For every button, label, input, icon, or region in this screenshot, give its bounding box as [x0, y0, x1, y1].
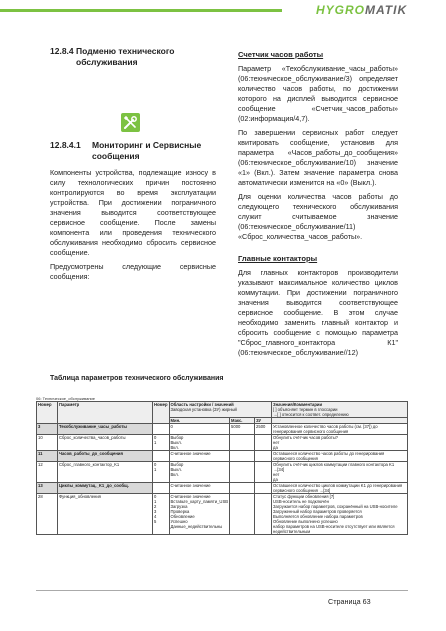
- cell-min: Считанное значение: [169, 451, 230, 462]
- cell-min: Считанное значение Вставьте_карту_памяти_USB Загрузка Проверка Обновление Успешно Данные_недействительны: [169, 494, 230, 535]
- cell-comment: Статус функции обновления [7] USB-носитель не подключён Загружается набор параметров, сохранённый на USB-носителе Загруженный набор параметров проверяется Выполняется обновление набора параметров Обновление выполнено успешно набор параметров на USB-носителе отсутствует или является недействительным: [272, 494, 408, 535]
- table-row: [37, 483, 408, 494]
- logo-part-2: MATIK: [365, 3, 408, 17]
- right-paragraph-2: По завершении сервисных работ следует квитировать сообщение, установив для параметра «Часов_работы_до_сообщения» (06:техническое_обслуживание/10) значение «1» (Вкл.). Затем значение параметра снова автоматически изменится на «0» (Выкл.).: [238, 128, 398, 187]
- col-header-min: Мин.: [169, 418, 230, 424]
- cell-parameter: Часов_работы_до_сообщения: [58, 451, 153, 462]
- cell-max: [230, 494, 255, 535]
- cell-comment: Оставшееся количество часов работы до генерирования сервисного сообщения: [272, 451, 408, 462]
- right-heading-1: Счетчик часов работы: [238, 50, 324, 59]
- right-body: [238, 50, 398, 362]
- cell-parameter: Сброс_количества_часов_работы: [58, 435, 153, 451]
- table-title: 06: Техническое_обслуживание: [36, 396, 95, 401]
- table-row: [37, 451, 408, 462]
- cell-max: 5000: [230, 424, 255, 435]
- comment-note-2: →[ ] относится к соответ. определению: [273, 412, 349, 417]
- cell-zu: [255, 494, 272, 535]
- cell-min: Выбор Выкл. Вкл.: [169, 435, 230, 451]
- right-paragraph-4: Для главных контакторов производители указывают максимальное количество циклов коммутации. При достижении пограничного значения выводится соответствующее сервисное сообщение. В этом случае необходимо заменить главный контактор и сбросить сообщение с помощью параметра "Сброс_главного_контактора К1" (06:техническое_обслуживание//12): [238, 268, 398, 357]
- cell-comment: Установленное количество часов работы (см. [37]) до генерирования сервисного сообщения: [272, 424, 408, 435]
- subsection-number: 12.8.4.1: [50, 140, 81, 150]
- page-number: Страница 63: [328, 597, 371, 606]
- cell-parameter: Функция_обновления: [58, 494, 153, 535]
- cell-option-number: [153, 424, 170, 435]
- cell-min: Выбор Выкл. Вкл.: [169, 462, 230, 483]
- range-subtitle: Заводская установка (ЗУ) жирный: [170, 407, 237, 412]
- col-header-parameter: Параметр: [58, 402, 153, 424]
- col-header-number: Номер: [37, 402, 58, 424]
- cell-comment: Оставшееся количество циклов коммутации K1 до генерирования сервисного сообщения →[34]: [272, 483, 408, 494]
- header-stripe: [0, 9, 282, 12]
- table-row: [37, 462, 408, 483]
- left-body: [50, 168, 216, 286]
- parameter-table-wrap: [36, 396, 408, 535]
- cell-option-number: 0 1: [153, 462, 170, 483]
- footer-line: [36, 590, 408, 591]
- brand-logo: [316, 3, 407, 17]
- cell-number: 3: [37, 424, 58, 435]
- cell-number: 12: [37, 462, 58, 483]
- cell-min: Считанное значение: [169, 483, 230, 494]
- cell-option-number: 0 1 2 3 4 5: [153, 494, 170, 535]
- subsection-heading: [50, 140, 220, 162]
- col-header-comment: [272, 402, 408, 418]
- cell-option-number: [153, 483, 170, 494]
- cell-min: 0: [169, 424, 230, 435]
- logo-part-1: HYGRO: [316, 3, 366, 17]
- wrench-screwdriver-icon: [121, 113, 140, 132]
- cell-zu: [255, 462, 272, 483]
- cell-option-number: [153, 451, 170, 462]
- section-heading: [50, 46, 210, 68]
- parameter-table: [36, 401, 408, 535]
- table-caption: Таблица параметров технического обслуживания: [50, 375, 224, 382]
- cell-zu: [255, 451, 272, 462]
- cell-max: [230, 451, 255, 462]
- subsection-title: Мониторинг и Сервисные сообщения: [92, 140, 202, 161]
- cell-number: 28: [37, 494, 58, 535]
- left-paragraph-2: Предусмотрены следующие сервисные сообщения:: [50, 262, 216, 281]
- cell-parameter: Сброс_главного_контактор_K1: [58, 462, 153, 483]
- left-paragraph-1: Компоненты устройства, подлежащие износу в силу технологических причин постоянно контролируются во время эксплуатации устройства. При достижении пограничного значения выводится соответствующее сервисное сообщение. После замены компонента или проведения технического обслуживания необходимо сбросить сервисное сообщение.: [50, 168, 216, 257]
- cell-parameter: Циклы_коммутац._K1_до_сообщ.: [58, 483, 153, 494]
- col-header-number-2: Номер: [153, 402, 170, 424]
- comment-title: Значения/Комментарии: [273, 402, 323, 407]
- cell-number: 13: [37, 483, 58, 494]
- cell-max: [230, 435, 255, 451]
- right-paragraph-1: Параметр «Техобслуживание_часы_работы» (06:техническое_обслуживание/3) определяет количество часов работы, по достижении которого на дисплей выводится сервисное сообщение «Счетчик_часов_работы» (02:информация/4,7).: [238, 64, 398, 123]
- col-header-range: [169, 402, 272, 418]
- right-paragraph-3: Для оценки количества часов работы до следующего технического обслуживания служит считываемое значение (06:техническое_обслуживание/11) «Сброс_количества_часов_работы».: [238, 192, 398, 241]
- comment-note-1: [ ] объясняет термин в глоссарии: [273, 407, 338, 412]
- table-row: [37, 435, 408, 451]
- table-body: [37, 424, 408, 535]
- col-header-zu: ЗУ: [255, 418, 272, 424]
- section-title: Подменю технического обслуживания: [76, 46, 175, 67]
- cell-number: 10: [37, 435, 58, 451]
- cell-number: 11: [37, 451, 58, 462]
- cell-zu: 2500: [255, 424, 272, 435]
- cell-max: [230, 483, 255, 494]
- right-heading-2: Главные контакторы: [238, 254, 318, 263]
- range-title: Область настройки / значений: [170, 402, 234, 407]
- cell-option-number: 0 1: [153, 435, 170, 451]
- header-bar: [0, 0, 446, 22]
- cell-parameter: Техобслуживание_часы_работы: [58, 424, 153, 435]
- cell-zu: [255, 435, 272, 451]
- table-row: [37, 494, 408, 535]
- table-row: [37, 424, 408, 435]
- cell-zu: [255, 483, 272, 494]
- col-header-max: Макс.: [230, 418, 255, 424]
- section-number: 12.8.4: [50, 46, 74, 56]
- cell-comment: Обнулить счётчик циклов коммутации главного контактора K1 →[34] нет да: [272, 462, 408, 483]
- cell-max: [230, 462, 255, 483]
- cell-comment: Обнулить счётчик часов работы? нет да: [272, 435, 408, 451]
